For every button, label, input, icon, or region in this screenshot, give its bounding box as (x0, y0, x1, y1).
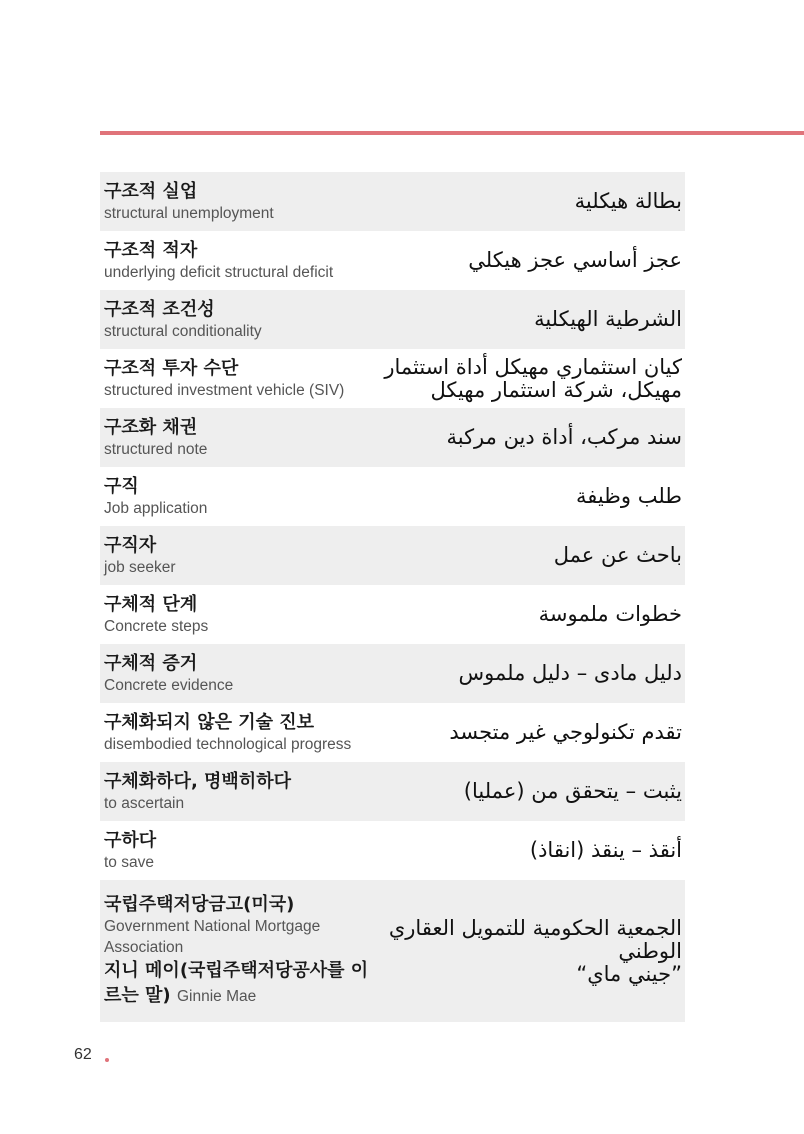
korean-term-alt (104, 958, 374, 1009)
term-source (104, 357, 374, 401)
glossary-row (100, 703, 685, 762)
korean-term: 구직자 (104, 534, 157, 556)
term-source (104, 180, 374, 224)
korean-term: 구조적 투자 수단 (104, 357, 239, 379)
arabic-term: عجز أساسي عجز هيكلي (468, 248, 682, 272)
korean-term-alt-text: 지니 메이(국립주택저당공사를 이르는 말) (104, 960, 369, 1006)
korean-term: 구체적 증거 (104, 652, 198, 674)
term-source (104, 893, 374, 1009)
arabic-term: أنقذ – ينقذ (انقاذ) (529, 838, 682, 862)
english-term: Government National Mortgage Association (104, 918, 321, 956)
korean-term: 국립주택저당금고(미국) (104, 894, 295, 915)
term-source (104, 298, 374, 342)
korean-term: 구조적 조건성 (104, 298, 215, 320)
arabic-term: بطالة هيكلية (574, 189, 682, 213)
arabic-term: يثبت – يتحقق من (عمليا) (463, 779, 682, 803)
glossary-row (100, 585, 685, 644)
term-source (104, 534, 374, 578)
english-term: job seeker (104, 558, 176, 576)
page-marker-dot (105, 1058, 109, 1062)
glossary-row (100, 644, 685, 703)
term-source (104, 593, 374, 637)
glossary-row (100, 172, 685, 231)
arabic-term-line: الجمعية الحكومية للتمويل العقاري (388, 915, 682, 940)
korean-term: 구체화되지 않은 기술 진보 (104, 711, 315, 733)
korean-term: 구조화 채권 (104, 416, 198, 438)
english-term: structured investment vehicle (SIV) (104, 381, 345, 399)
glossary-row (100, 231, 685, 290)
arabic-term (374, 917, 682, 986)
english-term-inline: Ginnie Mae (176, 988, 257, 1005)
page-number: 62 (74, 1046, 92, 1063)
korean-term: 구조적 실업 (104, 180, 198, 202)
korean-term: 구직 (104, 475, 139, 497)
arabic-term: باحث عن عمل (553, 543, 682, 567)
glossary-row (100, 467, 685, 526)
glossary-row (100, 880, 685, 1022)
arabic-term: سند مركب، أداة دين مركبة (446, 425, 682, 449)
arabic-term-line: ”جيني ماي“ (576, 961, 682, 986)
glossary-row (100, 290, 685, 349)
term-source (104, 770, 374, 814)
english-term: disembodied technological progress (104, 735, 352, 753)
term-source (104, 239, 374, 283)
korean-term: 구체적 단계 (104, 593, 198, 615)
glossary-row (100, 526, 685, 585)
english-term: underlying deficit structural deficit (104, 263, 334, 281)
arabic-term: خطوات ملموسة (538, 602, 682, 626)
english-term: to ascertain (104, 794, 185, 812)
arabic-term: طلب وظيفة (575, 484, 682, 508)
arabic-term: تقدم تكنولوجي غير متجسد (449, 720, 682, 744)
english-term: Concrete evidence (104, 676, 234, 694)
term-source (104, 711, 374, 755)
glossary-row (100, 349, 685, 408)
glossary-row (100, 408, 685, 467)
arabic-term: الشرطية الهيكلية (534, 307, 682, 331)
english-term: Concrete steps (104, 617, 209, 635)
korean-term: 구체화하다, 명백히하다 (104, 770, 291, 792)
english-term: Job application (104, 499, 208, 517)
arabic-term (374, 356, 682, 402)
english-term: structured note (104, 440, 208, 458)
arabic-term-line: الوطني (618, 938, 682, 963)
english-term: to save (104, 853, 154, 871)
term-source (104, 829, 374, 873)
arabic-term: دليل مادى – دليل ملموس (458, 661, 682, 685)
arabic-term-line: مهيكل، شركة استثمار مهيكل (430, 377, 682, 402)
term-source (104, 416, 374, 460)
term-source (104, 475, 374, 519)
english-term: structural unemployment (104, 204, 274, 222)
korean-term: 구하다 (104, 829, 157, 851)
glossary-row (100, 762, 685, 821)
glossary-row (100, 821, 685, 880)
arabic-term-line: كيان استثماري مهيكل أداة استثمار (384, 354, 682, 379)
korean-term: 구조적 적자 (104, 239, 198, 261)
term-source (104, 652, 374, 696)
english-term: structural conditionality (104, 322, 262, 340)
glossary-table (100, 172, 685, 1022)
top-accent-rule (100, 131, 804, 135)
